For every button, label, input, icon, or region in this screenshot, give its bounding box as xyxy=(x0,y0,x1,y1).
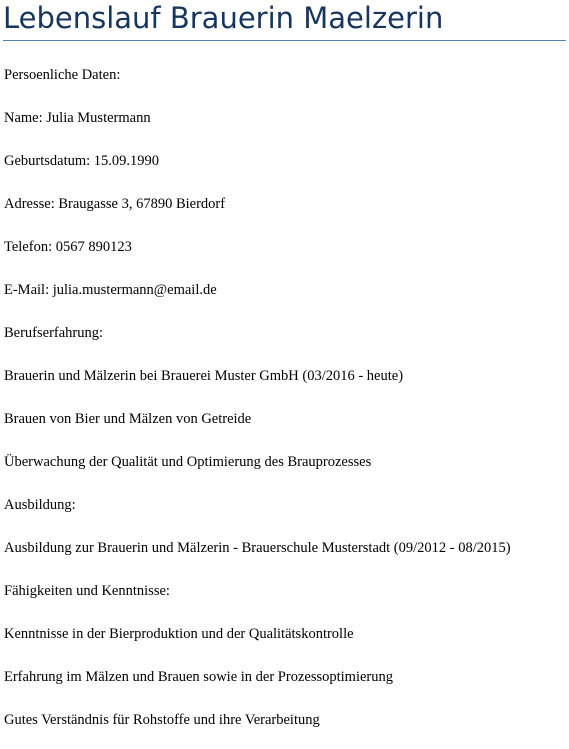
personal-birthdate: Geburtsdatum: 15.09.1990 xyxy=(4,153,160,169)
title-underline xyxy=(3,40,566,41)
section-heading-education: Ausbildung: xyxy=(4,497,76,513)
document-body xyxy=(4,61,511,749)
personal-phone: Telefon: 0567 890123 xyxy=(4,239,132,255)
experience-position: Brauerin und Mälzerin bei Brauerei Muster GmbH (03/2016 - heute) xyxy=(4,368,404,384)
section-heading-skills: Fähigkeiten und Kenntnisse: xyxy=(4,583,170,599)
document-title: Lebenslauf Brauerin Maelzerin xyxy=(3,1,444,35)
personal-name: Name: Julia Mustermann xyxy=(4,110,151,126)
skill-item: Erfahrung im Mälzen und Brauen sowie in der Prozessoptimierung xyxy=(4,669,393,685)
personal-email: E-Mail: julia.mustermann@email.de xyxy=(4,282,217,298)
experience-task: Überwachung der Qualität und Optimierung des Brauprozesses xyxy=(4,454,372,470)
personal-address: Adresse: Braugasse 3, 67890 Bierdorf xyxy=(4,196,226,212)
skill-item: Kenntnisse in der Bierproduktion und der Qualitätskontrolle xyxy=(4,626,354,642)
education-entry: Ausbildung zur Brauerin und Mälzerin - Brauerschule Musterstadt (09/2012 - 08/2015) xyxy=(4,540,511,556)
section-heading-experience: Berufserfahrung: xyxy=(4,325,104,341)
experience-task: Brauen von Bier und Mälzen von Getreide xyxy=(4,411,252,427)
skill-item: Gutes Verständnis für Rohstoffe und ihre Verarbeitung xyxy=(4,712,320,728)
section-heading-personal-data: Persoenliche Daten: xyxy=(4,67,121,83)
